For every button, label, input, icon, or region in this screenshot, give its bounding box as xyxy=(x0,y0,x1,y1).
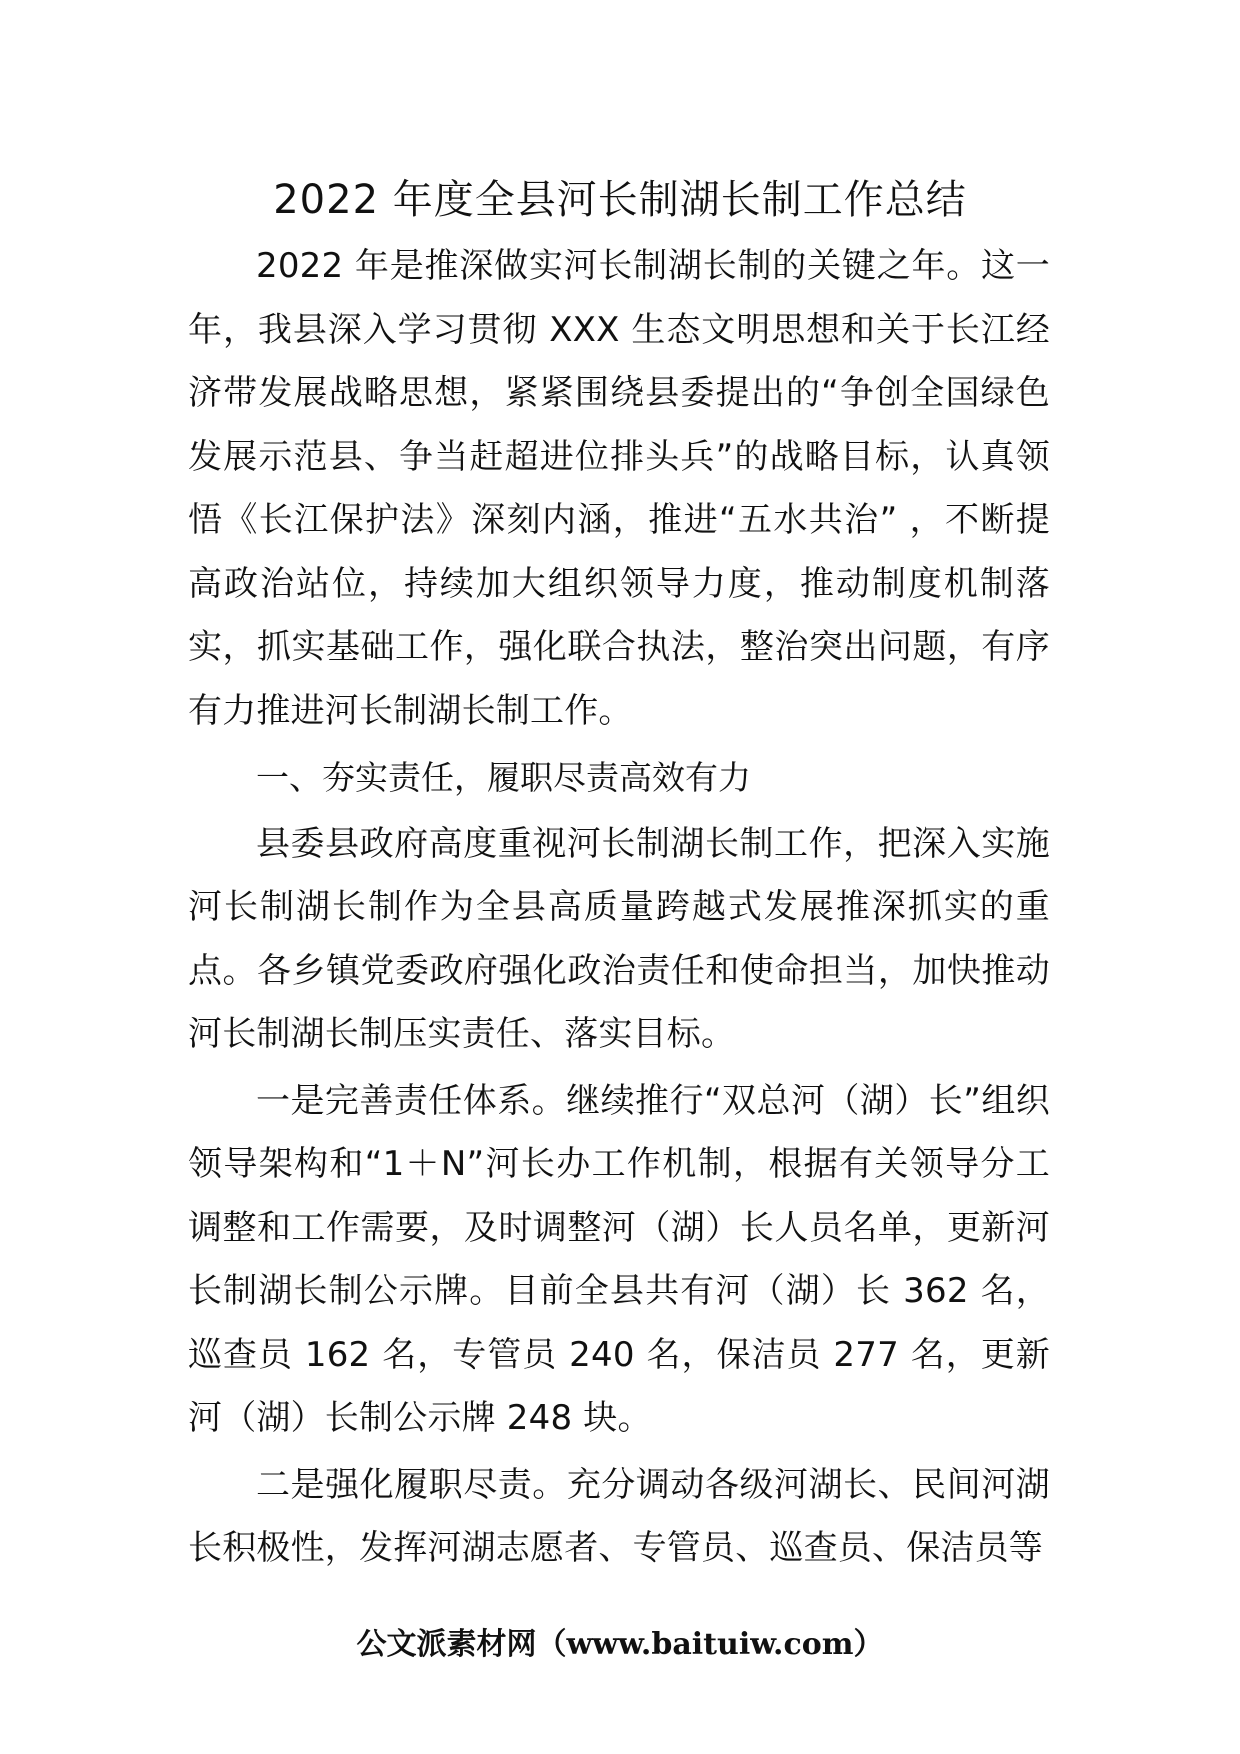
document-title: 2022 年度全县河长制湖长制工作总结 xyxy=(273,177,967,223)
responsibility-system-paragraph: 一是完善责任体系。继续推行“双总河（湖）长”组织领导架构和“1＋N”河长办工作机制，根据有关领导分工调整和工作需要，及时调整河（湖）长人员名单，更新河长制湖长制公示牌。目前全县共有河（湖）长 362 名，巡查员 162 名，专管员 240 名，保洁员 277 名，更新河（湖）长制公示牌 248 块。 xyxy=(188,1080,1050,1438)
section-heading: 一、夯实责任，履职尽责高效有力 xyxy=(256,758,751,797)
intro-paragraph: 2022 年是推深做实河长制湖长制的关键之年。这一年，我县深入学习贯彻 XXX 生态文明思想和关于长江经济带发展战略思想，紧紧围绕县委提出的“争创全国绿色发展示范县、争当赶超进位排头兵”的战略目标，认真领悟《长江保护法》深刻内涵，推进“五水共治” ，不断提高政治站位，持续加大组织领导力度，推动制度机制落实，抓实基础工作，强化联合执法，整治突出问题，有序有力推进河长制湖长制工作。 xyxy=(188,246,1050,731)
source-watermark: 公文派素材网（www.baituiw.com） xyxy=(356,1627,884,1662)
duty-performance-paragraph: 二是强化履职尽责。充分调动各级河湖长、民间河湖长积极性，发挥河湖志愿者、专管员、巡查员、保洁员等 xyxy=(188,1464,1050,1568)
document-body xyxy=(188,235,1050,1584)
section-paragraph: 县委县政府高度重视河长制湖长制工作，把深入实施河长制湖长制作为全县高质量跨越式发展推深抓实的重点。各乡镇党委政府强化政治责任和使命担当，加快推动河长制湖长制压实责任、落实目标。 xyxy=(188,823,1050,1054)
